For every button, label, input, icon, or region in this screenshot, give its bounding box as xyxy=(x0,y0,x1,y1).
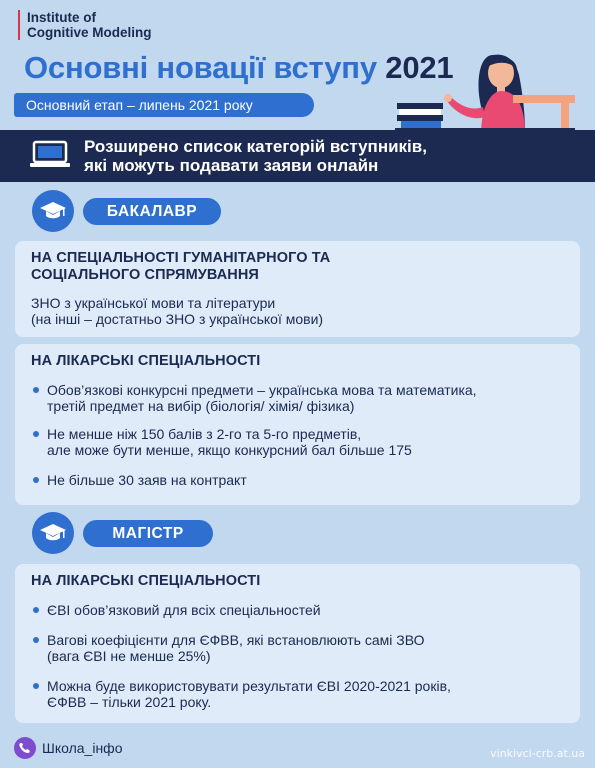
humanities-title-line-1: НА СПЕЦІАЛЬНОСТІ ГУМАНІТАРНОГО ТА xyxy=(31,250,331,266)
list-item: Не більше 30 заяв на контракт xyxy=(31,472,564,488)
banner-line-1: Розширено список категорій вступників, xyxy=(84,137,427,156)
watermark: vinkivci-crb.at.ua xyxy=(490,747,585,760)
bachelor-medical-list xyxy=(31,382,564,488)
list-item: ЄВІ обов’язковий для всіх спеціальностей xyxy=(31,602,564,618)
bachelor-medical-card xyxy=(15,344,580,505)
list-item: Не менше ніж 150 балів з 2-го та 5-го предметів, але може бути менше, якщо конкурсний бал більше 175 xyxy=(31,426,564,458)
footer-channel-name[interactable]: Школа_інфо xyxy=(42,740,123,756)
viber-icon xyxy=(14,737,36,759)
subtitle-badge: Основний етап – липень 2021 року xyxy=(14,93,314,117)
humanities-body-line-1: ЗНО з української мови та літератури xyxy=(31,295,276,311)
graduation-cap-icon xyxy=(32,190,74,232)
master-medical-card xyxy=(15,564,580,723)
student-illustration xyxy=(385,35,585,135)
humanities-body-line-2: (на інші – достатньо ЗНО з української мови) xyxy=(31,311,324,327)
humanities-card xyxy=(15,241,580,337)
laptop-icon xyxy=(30,140,70,170)
graduation-cap-icon xyxy=(32,512,74,554)
list-item: Обов’язкові конкурсні предмети – українська мова та математика, третій предмет на вибір (біологія/ хімія/ фізика) xyxy=(31,382,564,414)
brand-logo xyxy=(18,10,152,40)
master-label: МАГІСТР xyxy=(83,520,213,547)
master-medical-title: НА ЛІКАРСЬКІ СПЕЦІАЛЬНОСТІ xyxy=(31,573,261,589)
list-item: Можна буде використовувати результати ЄВІ 2020-2021 років, ЄФВВ – тільки 2021 року. xyxy=(31,678,564,710)
master-medical-list xyxy=(31,602,564,710)
online-applications-banner xyxy=(0,130,595,182)
title-year: 2021 xyxy=(385,50,454,85)
brand-line-2: Cognitive Modeling xyxy=(27,25,152,40)
footer xyxy=(14,737,122,759)
banner-line-2: які можуть подавати заяви онлайн xyxy=(84,156,379,175)
brand-line-1: Institute of xyxy=(27,10,96,25)
humanities-title-line-2: СОЦІАЛЬНОГО СПРЯМУВАННЯ xyxy=(31,267,259,283)
humanities-card-title xyxy=(31,250,564,284)
list-item: Вагові коефіцієнти для ЄФВВ, які встановлюють самі ЗВО (вага ЄВІ не менше 25%) xyxy=(31,632,564,664)
humanities-card-body xyxy=(31,295,564,327)
bachelor-medical-title: НА ЛІКАРСЬКІ СПЕЦІАЛЬНОСТІ xyxy=(31,353,261,369)
title-main: Основні новації вступу xyxy=(24,50,377,85)
bachelor-label: БАКАЛАВР xyxy=(83,198,221,225)
